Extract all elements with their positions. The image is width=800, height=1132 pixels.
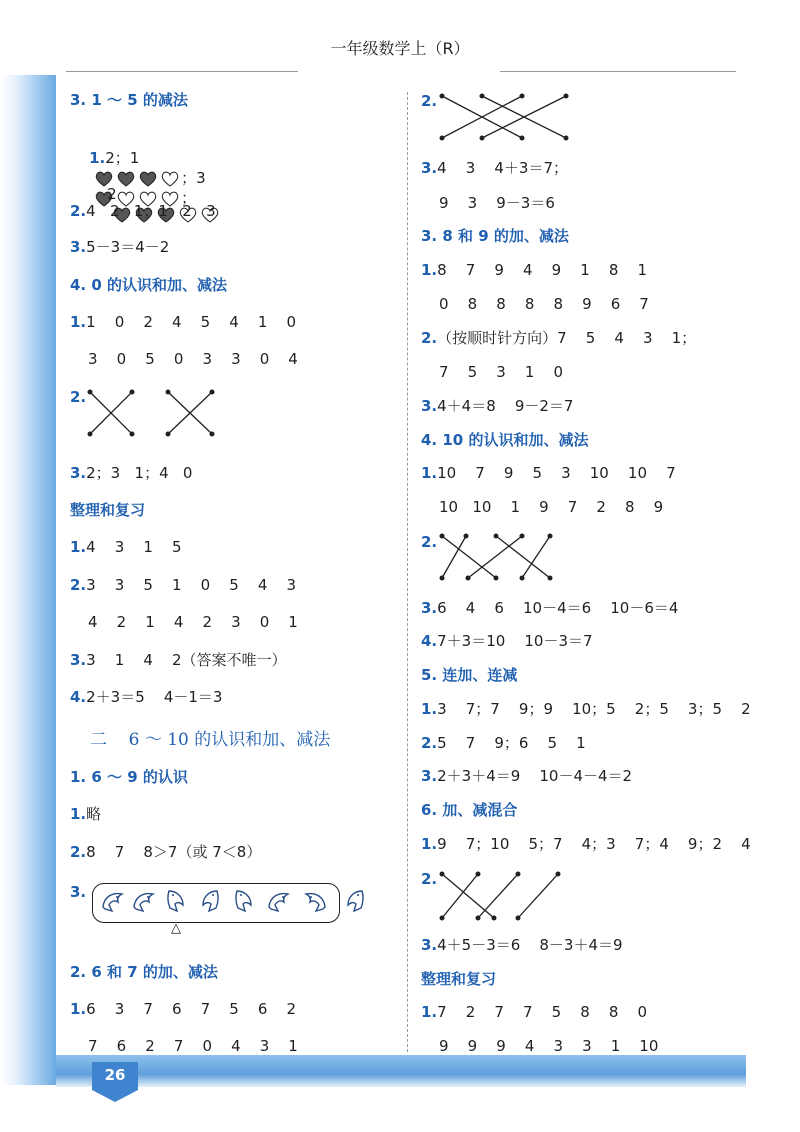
section-title: 4. 10 的认识和加、减法 xyxy=(421,431,589,449)
dolphin-icon xyxy=(197,887,223,915)
answer-row xyxy=(70,237,169,257)
answer-row xyxy=(421,699,751,719)
question-number: 3. xyxy=(421,397,438,415)
question-number: 2. xyxy=(421,329,438,347)
matching-diagram xyxy=(438,870,568,922)
answer-row xyxy=(70,575,296,595)
question-number: 1. xyxy=(421,700,438,718)
answer-text: ；3 xyxy=(181,169,206,187)
answer-row xyxy=(439,497,663,517)
answer-text: 2＋3＋4＝9 10－4－4＝2 xyxy=(437,767,633,785)
section-title: 2. 6 和 7 的加、减法 xyxy=(70,963,218,981)
answer-row xyxy=(70,804,101,824)
answer-row xyxy=(421,834,751,854)
triangle-mark: △ xyxy=(171,921,181,936)
chapter-title: 二 6 ～ 10 的认识和加、减法 xyxy=(90,730,331,750)
answer-row xyxy=(439,193,555,213)
question-number: 2. xyxy=(70,576,87,594)
matching-diagram xyxy=(438,92,578,142)
section-title: 整理和复习 xyxy=(421,970,497,988)
answer-row xyxy=(70,999,296,1019)
question-number: 3. xyxy=(70,464,87,482)
question-number: 1. xyxy=(421,261,438,279)
dolphin-icon xyxy=(231,887,257,915)
question-number: 2. xyxy=(70,843,87,861)
answer-text: 4 2 1 4 2 3 0 1 xyxy=(88,613,298,631)
answer-text: 2 xyxy=(107,185,117,203)
dolphin-icon xyxy=(266,887,292,915)
answer-text: 0 8 8 8 8 9 6 7 xyxy=(439,295,649,313)
question-number: 1. xyxy=(70,538,87,556)
answer-row xyxy=(421,935,623,955)
question-number: 1. xyxy=(70,1000,87,1018)
answer-text: 2＋3＝5 4－1＝3 xyxy=(86,688,223,706)
answer-row xyxy=(88,349,298,369)
section-title: 3. 1 ～ 5 的减法 xyxy=(70,91,188,109)
answer-row xyxy=(88,1036,298,1056)
dolphin-icon xyxy=(131,887,157,915)
section-title: 5. 连加、连减 xyxy=(421,666,518,684)
answer-text: 5－3＝4－2 xyxy=(86,238,170,256)
answer-text: 7 5 3 1 0 xyxy=(439,363,564,381)
question-number: 3. xyxy=(421,599,438,617)
answer-text: （按顺时针方向）7 5 4 3 1； xyxy=(437,329,697,347)
page-number: 26 xyxy=(104,1066,126,1084)
dolphin-icon xyxy=(302,887,328,915)
answer-row xyxy=(421,158,568,178)
question-number: 2. xyxy=(70,202,87,220)
answer-text: 2；3 1；4 0 xyxy=(86,464,193,482)
matching-diagram xyxy=(438,532,558,582)
question-number: 4. xyxy=(70,688,87,706)
answer-row xyxy=(439,294,649,314)
question-number: 2. xyxy=(421,734,438,752)
question-number: 3. xyxy=(421,767,438,785)
matching-diagram xyxy=(86,388,226,438)
answer-row xyxy=(70,387,86,407)
answer-text: 6 3 7 6 7 5 6 2 xyxy=(86,1000,296,1018)
section-title: 4. 0 的认识和加、减法 xyxy=(70,276,228,294)
answer-text: 7＋3＝10 10－3＝7 xyxy=(437,632,593,650)
answer-text: 2；1 xyxy=(105,149,140,167)
answer-text: 6 4 6 10－4＝6 10－6＝4 xyxy=(437,599,679,617)
answer-text: 3 3 5 1 0 5 4 3 xyxy=(86,576,296,594)
page-header-title: 一年级数学上（R） xyxy=(330,39,470,58)
question-number: 2. xyxy=(70,388,87,406)
question-number: 1. xyxy=(421,835,438,853)
answer-text: 9 3 9－3＝6 xyxy=(439,194,555,212)
answer-text: 4 3 4＋3＝7； xyxy=(437,159,569,177)
answer-text: 8 7 8＞7（或 7＜8） xyxy=(86,843,262,861)
answer-row xyxy=(421,869,437,889)
answer-text: 7 6 2 7 0 4 3 1 xyxy=(88,1037,298,1055)
answer-row xyxy=(421,463,676,483)
bottom-decorative-band xyxy=(56,1055,746,1087)
answer-text: 4＋4＝8 9－2＝7 xyxy=(437,397,574,415)
answer-row xyxy=(70,650,287,670)
section-title: 6. 加、减混合 xyxy=(421,801,518,819)
question-number: 2. xyxy=(421,533,438,551)
answer-row xyxy=(70,463,192,483)
answer-row xyxy=(421,328,696,348)
header-rule-right xyxy=(500,71,736,72)
answer-row xyxy=(421,1002,647,1022)
question-number: 3. xyxy=(70,883,87,901)
answer-row xyxy=(421,733,586,753)
answer-text: 4 3 1 5 xyxy=(86,538,182,556)
answer-text: 1 0 2 4 5 4 1 0 xyxy=(86,313,296,331)
dolphin-icon xyxy=(163,887,189,915)
answer-row xyxy=(421,532,437,552)
question-number: 3. xyxy=(421,936,438,954)
answer-row xyxy=(421,631,593,651)
answer-row xyxy=(70,312,296,332)
answer-row xyxy=(70,537,182,557)
question-number: 1. xyxy=(70,805,87,823)
column-divider xyxy=(407,92,408,1052)
answer-row xyxy=(421,91,437,111)
answer-text: 3 1 4 2（答案不唯一） xyxy=(86,651,287,669)
question-number: 1. xyxy=(70,313,87,331)
question-number: 2. xyxy=(421,92,438,110)
answer-text: 3 0 5 0 3 3 0 4 xyxy=(88,350,298,368)
answer-text: 10 10 1 9 7 2 8 9 xyxy=(439,498,664,516)
answer-text: 4 2 1；1 2 3 xyxy=(86,202,216,220)
answer-row xyxy=(70,882,86,902)
answer-text: 9 9 9 4 3 3 1 10 xyxy=(439,1037,659,1055)
answer-row xyxy=(439,1036,658,1056)
answer-text: 9 7；10 5；7 4；3 7；4 9；2 4 xyxy=(437,835,751,853)
answer-text: 7 2 7 7 5 8 8 0 xyxy=(437,1003,647,1021)
answer-row xyxy=(439,362,563,382)
dolphin-icon xyxy=(100,887,126,915)
answer-row xyxy=(421,598,678,618)
answer-text: 10 7 9 5 3 10 10 7 xyxy=(437,464,676,482)
answer-text: 4＋5－3＝6 8－3＋4＝9 xyxy=(437,936,623,954)
answer-row xyxy=(88,612,298,632)
section-title: 整理和复习 xyxy=(70,501,146,519)
question-number: 2. xyxy=(421,870,438,888)
answer-text: ； xyxy=(181,189,197,207)
question-number: 1. xyxy=(89,149,106,167)
question-number: 1. xyxy=(421,464,438,482)
question-number: 3. xyxy=(421,159,438,177)
answer-text: 3 7；7 9；9 10；5 2；5 3；5 2 xyxy=(437,700,751,718)
answer-row xyxy=(421,396,573,416)
question-number: 1. xyxy=(421,1003,438,1021)
answer-text: 5 7 9；6 5 1 xyxy=(437,734,586,752)
answer-row xyxy=(421,260,647,280)
question-number: 4. xyxy=(421,632,438,650)
header-rule-left xyxy=(66,71,298,72)
answer-row xyxy=(70,201,216,221)
answer-row xyxy=(421,766,632,786)
answer-row xyxy=(70,687,222,707)
section-title: 1. 6 ～ 9 的认识 xyxy=(70,768,188,786)
question-number: 3. xyxy=(70,238,87,256)
left-decorative-band xyxy=(0,75,56,1085)
answer-row xyxy=(70,842,261,862)
question-number: 3. xyxy=(70,651,87,669)
dolphin-icon xyxy=(342,887,368,915)
answer-text: 8 7 9 4 9 1 8 1 xyxy=(437,261,647,279)
answer-text: 略 xyxy=(86,805,102,823)
section-title: 3. 8 和 9 的加、减法 xyxy=(421,227,569,245)
